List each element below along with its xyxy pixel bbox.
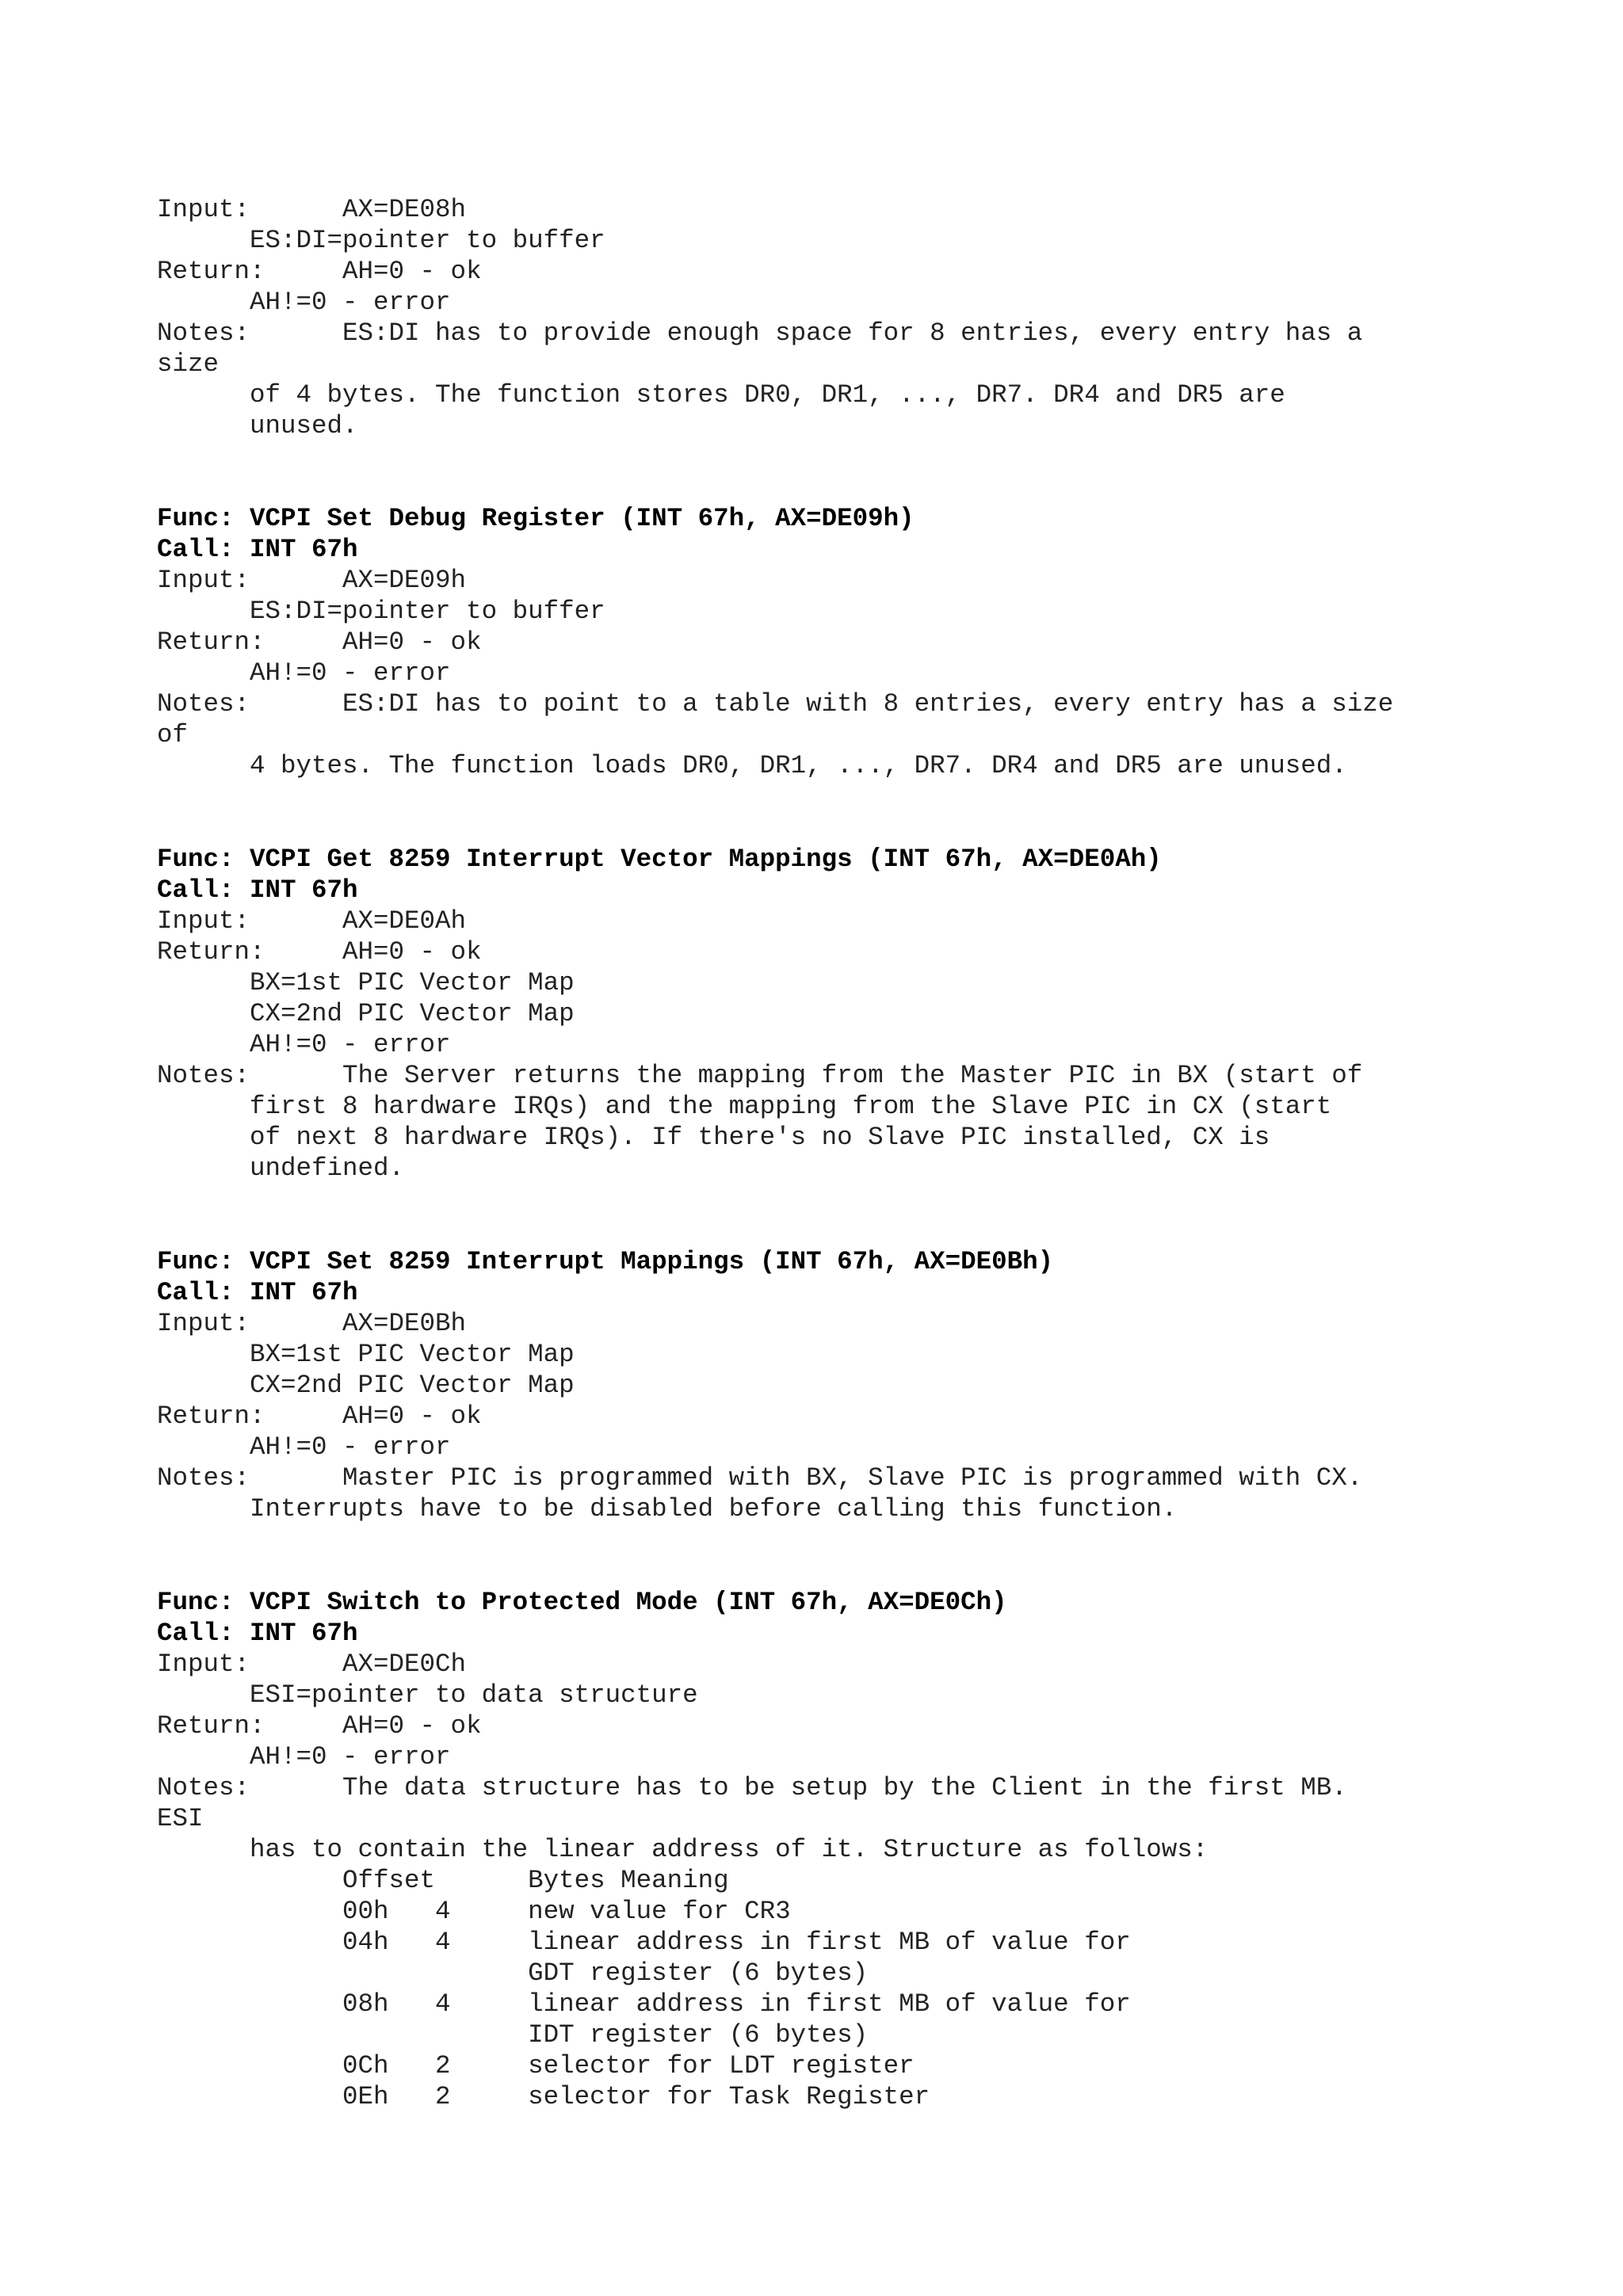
text-line: CX=2nd PIC Vector Map (157, 1371, 575, 1400)
text-line: undefined. (157, 1154, 405, 1183)
function-heading-line: Func: VCPI Set 8259 Interrupt Mappings (INT 67h, AX=DE0Bh) (157, 1247, 1054, 1276)
text-line: size (157, 349, 220, 379)
text-line: GDT register (6 bytes) (157, 1958, 869, 1988)
text-line: first 8 hardware IRQs) and the mapping from the Slave PIC in CX (start (157, 1092, 1332, 1121)
function-heading-line: Func: VCPI Switch to Protected Mode (INT 67h, AX=DE0Ch) (157, 1588, 1007, 1617)
text-line: 04h 4 linear address in first MB of value for (157, 1928, 1131, 1957)
text-line: Return: AH=0 - ok (157, 1711, 482, 1741)
text-line: 4 bytes. The function loads DR0, DR1, ..., DR7. DR4 and DR5 are unused. (157, 751, 1347, 780)
text-line: Notes: ES:DI has to provide enough space for 8 entries, every entry has a (157, 318, 1363, 348)
text-line: 0Eh 2 selector for Task Register (157, 2082, 930, 2111)
text-line: BX=1st PIC Vector Map (157, 1340, 575, 1369)
text-line: AH!=0 - error (157, 1742, 451, 1772)
text-line: Notes: Master PIC is programmed with BX, Slave PIC is programmed with CX. (157, 1463, 1363, 1493)
text-line: has to contain the linear address of it. Structure as follows: (157, 1835, 1209, 1864)
text-line: ES:DI=pointer to buffer (157, 597, 605, 626)
text-line: Input: AX=DE0Ch (157, 1650, 467, 1679)
text-line: 00h 4 new value for CR3 (157, 1897, 791, 1926)
text-line: Return: AH=0 - ok (157, 627, 482, 657)
function-heading-line: Call: INT 67h (157, 535, 358, 564)
text-line: CX=2nd PIC Vector Map (157, 999, 575, 1028)
text-line: AH!=0 - error (157, 1030, 451, 1059)
function-heading-line: Func: VCPI Set Debug Register (INT 67h, AX=DE09h) (157, 504, 915, 533)
text-line: Input: AX=DE09h (157, 566, 467, 595)
text-line: 08h 4 linear address in first MB of value for (157, 1989, 1131, 2019)
text-line: AH!=0 - error (157, 1432, 451, 1462)
text-line: Return: AH=0 - ok (157, 257, 482, 286)
text-line: of (157, 720, 189, 749)
text-line: AH!=0 - error (157, 288, 451, 317)
text-line: Interrupts have to be disabled before calling this function. (157, 1494, 1178, 1524)
text-line: of next 8 hardware IRQs). If there's no Slave PIC installed, CX is (157, 1123, 1270, 1152)
text-line: Offset Bytes Meaning (157, 1866, 729, 1895)
function-heading-line: Call: INT 67h (157, 875, 358, 905)
text-line: Notes: The Server returns the mapping from the Master PIC in BX (start of (157, 1061, 1363, 1090)
text-line: BX=1st PIC Vector Map (157, 968, 575, 997)
text-line: ESI=pointer to data structure (157, 1680, 698, 1710)
text-line: Notes: The data structure has to be setup by the Client in the first MB. (157, 1773, 1347, 1802)
function-heading-line: Func: VCPI Get 8259 Interrupt Vector Mappings (INT 67h, AX=DE0Ah) (157, 845, 1162, 874)
text-line: AH!=0 - error (157, 658, 451, 688)
function-heading-line: Call: INT 67h (157, 1278, 358, 1307)
text-line: ES:DI=pointer to buffer (157, 226, 605, 255)
text-line: Return: AH=0 - ok (157, 1402, 482, 1431)
text-line: ESI (157, 1804, 204, 1833)
text-line: Input: AX=DE08h (157, 195, 467, 224)
text-line: 0Ch 2 selector for LDT register (157, 2051, 915, 2081)
text-line: Input: AX=DE0Bh (157, 1309, 467, 1338)
text-line: Notes: ES:DI has to point to a table with 8 entries, every entry has a size (157, 689, 1394, 719)
text-line: Input: AX=DE0Ah (157, 906, 467, 936)
text-line: IDT register (6 bytes) (157, 2020, 869, 2050)
function-heading-line: Call: INT 67h (157, 1619, 358, 1648)
text-line: of 4 bytes. The function stores DR0, DR1, ..., DR7. DR4 and DR5 are (157, 380, 1285, 410)
text-line: unused. (157, 411, 358, 441)
text-line: Return: AH=0 - ok (157, 937, 482, 967)
